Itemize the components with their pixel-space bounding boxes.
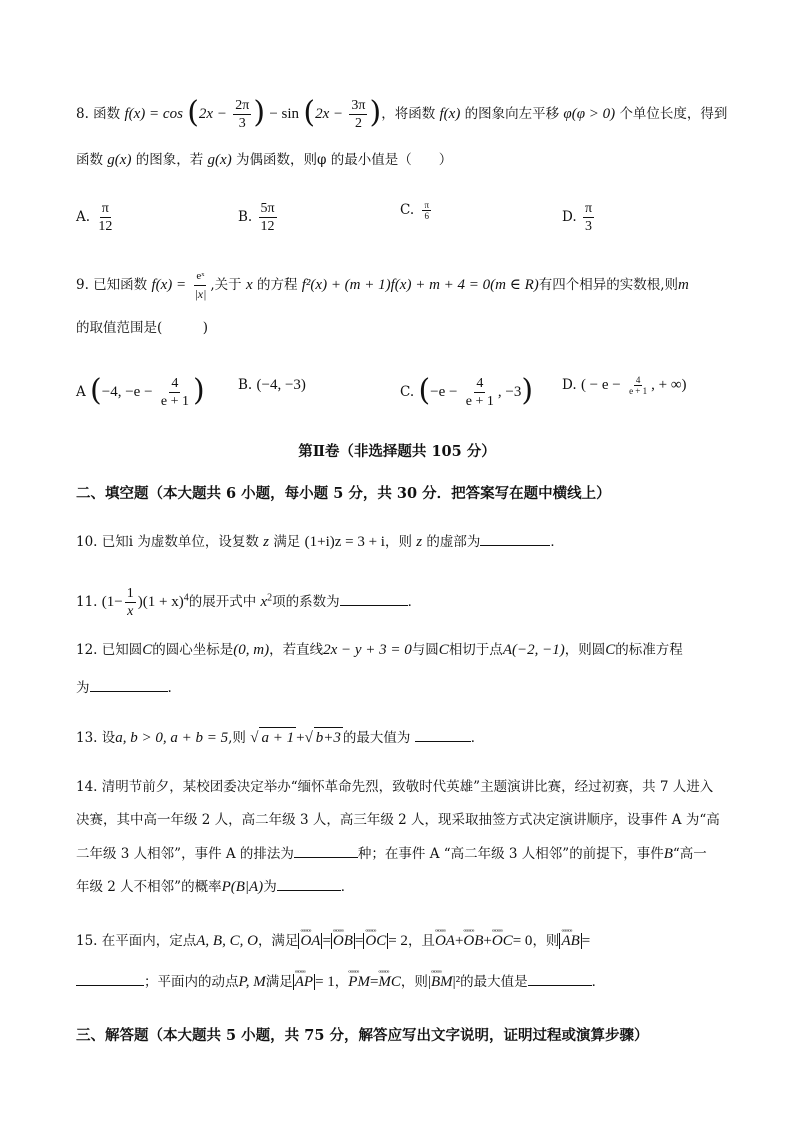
q11-number: 11. [76,594,98,610]
q14-line1: 14. 清明节前夕，某校团委决定举办“缅怀革命先烈，致敬时代英雄”主题演讲比赛，经过初赛，共 7 人进入 [76,779,714,795]
option-frac [464,375,496,410]
q13-answer-blank[interactable] [415,727,471,742]
q13-text-c: 的最大值为 [342,730,411,746]
vector-OA: ꟹꟹꟹ OA [300,931,320,951]
q14-end: ． [340,879,355,895]
q12-text-e: 相切于点 [448,642,503,658]
frac-den: 12 [98,219,113,234]
frac-den: 3 [584,219,592,234]
q8-line2 [76,150,734,170]
frac-num: 5π [260,201,275,216]
q11-expr-pre: (1− [101,594,123,610]
paren-open: ( [303,94,316,130]
equals: = [581,933,591,949]
q12-text-a: 12. 已知圆 [76,642,143,658]
q8-line2-a: 函数 [76,152,103,168]
q14-text-d: 年级 2 人不相邻”的概率 [76,879,222,895]
vector-OA: ꟹꟹꟹ OA [435,931,455,951]
option-frac [96,200,114,235]
equals-zero: = 0 [512,933,533,949]
q8-fx: f(x) [439,106,461,122]
q8-option-a[interactable] [76,200,116,235]
q10-z: z [263,534,270,550]
paren-close: ) [253,94,266,130]
frac-den: e + 1 [465,394,494,409]
q15-points: A, B, C, O [196,933,258,949]
frac-den: 12 [260,219,275,234]
q10-text-a: 10. 已知i 为虚数单位，设复数 [76,534,259,550]
q15-text-a: 15. 在平面内，定点 [76,933,197,949]
q13-end: ． [470,730,485,746]
equals: = [322,933,331,949]
vector-MC: ꟹꟹꟹ MC [378,972,401,992]
plus: + [454,933,464,949]
frac-num: 2π [235,98,250,113]
q12-C3: C [605,642,616,658]
q8-text1: ，将函数 [381,106,436,122]
paren-open: ( [187,94,199,130]
q9-line2 [76,318,734,338]
option-text: , + ∞) [651,377,687,393]
frac-num: 4 [635,375,641,385]
q13-sqrt2: b+3 [314,727,343,748]
option-frac [422,200,431,221]
option-label: A. [76,209,91,225]
frac-num: π [101,201,109,216]
q13-sqrt1: a + 1 [259,727,296,748]
q12-text-d: 与圆 [411,642,439,658]
q14-text-b: 种；在事件 A “高二年级 3 人相邻”的前提下，事件 [357,846,664,862]
q9-option-b[interactable] [238,375,306,395]
q11-text-c: 项的系数为 [272,594,340,610]
q12-end: . [167,680,172,696]
q15-PM: P, M [238,974,266,990]
option-label: D. [562,209,577,225]
q14-text-e: 为 [263,879,277,895]
paren-close: ) [521,372,534,408]
q12-line1 [76,640,734,660]
q14-line2: 决赛，其中高一年级 2 人，高二年级 3 人，高三年级 2 人，现采取抽签方式决定演讲顺序，设事件 A 为“高 [76,812,720,828]
frac-den: 6 [424,211,429,221]
q15-text-d: ，则 [532,933,560,949]
q8-option-d[interactable] [562,200,596,235]
q9-line1 [76,268,734,303]
q12-text-b: 的圆心坐标是 [152,642,234,658]
q8-line2-b: 的图象，若 [135,152,204,168]
q12-text-c: ，若直线 [269,642,324,658]
sqrt-sign: √ [250,730,259,746]
q14-probability: P(B|A) [221,879,264,895]
q12-text-f: ，则圆 [564,642,606,658]
q12-C2: C [438,642,449,658]
q10-text-d: 的虚部为 [426,534,481,550]
vector-PM: ꟹꟹꟹ PM [348,972,370,992]
q11-x-exp: 2 [267,592,273,604]
q9-x: x [245,277,253,293]
q15-text-e: ；平面内的动点 [144,974,239,990]
frac-den: 2 [354,116,362,131]
q14-line4 [76,876,734,897]
q10-line [76,531,734,552]
q8-text2: 的图象向左平移 [464,106,560,122]
q10-equation: (1+i)z = 3 + i [304,534,385,550]
q11-expr-post: )(1 + x) [137,594,184,610]
q8-phi: φ(φ > 0) [563,106,616,122]
option-frac [159,375,191,410]
q15-line1 [76,931,734,951]
option-label: B. [238,209,253,225]
q8-minus-sin: − sin [269,106,300,122]
q9-text1: ,关于 [210,277,242,293]
q11-line [76,585,734,620]
q9-option-c[interactable] [400,372,534,410]
q8-number: 8. 函数 [76,106,121,122]
frac-num: 4 [476,376,484,391]
vector-OB: ꟹꟹꟹ OB [333,931,353,951]
q10-z2: z [416,534,423,550]
q10-text-c: ，则 [384,534,412,550]
q15-text-g: ，则 [400,974,428,990]
q12-text-g: 的标准方程 [615,642,683,658]
q9-frac [192,268,208,303]
q15-text-f: 满足 [265,974,293,990]
q8-gx2: g(x) [207,152,232,168]
q13-text-a: 13. 设 [76,730,116,746]
q14-answer-blank-2[interactable] [277,876,341,891]
option-label: C. [400,384,415,400]
q9-line2-text: 的取值范围是( ) [76,320,209,336]
equals-two: = 2 [388,933,408,949]
q10-text-b: 满足 [273,534,301,550]
q8-text3: 个单位长度，得到 [619,106,728,122]
part2-heading: 二、填空题（本大题共 6 小题，每小题 5 分，共 30 分．把答案写在题中横线上） [76,485,611,502]
q9-equation: f²(x) + (m + 1)f(x) + m + 4 = 0(m ∈ R) [301,277,539,293]
frac-num: 4 [171,376,179,391]
q9-number: 9. 已知函数 [76,277,148,293]
q12-line2-text: 为 [76,680,90,696]
q10-answer-blank[interactable] [480,531,550,546]
q8-frac2 [349,97,367,132]
option-text: −4, −e − [101,384,153,400]
q15-line2 [76,971,734,992]
vector-OC: ꟹꟹꟹ OC [365,931,386,951]
q13-text-b: ,则 [228,730,246,746]
q9-option-d[interactable] [562,375,687,396]
paren-open: ( [418,372,431,408]
q11-end: ． [407,594,422,610]
frac-den: |x| [194,287,207,301]
q15-text-c: ，且 [407,933,435,949]
q12-center: (0, m) [233,642,270,658]
q8-arg2: 2x − [315,106,344,122]
part3-heading: 三、解答题（本大题共 5 小题，共 75 分，解答应写出文字说明，证明过程或演算步骤） [76,1027,649,1044]
q14-answer-blank-1[interactable] [294,843,358,858]
q11-exponent: 4 [183,592,189,604]
q8-line2-c: 为偶函数，则φ 的最小值是（ ） [236,152,453,168]
q8-line1 [76,94,734,132]
abs-bar: | [427,974,431,990]
q12-answer-blank[interactable] [90,677,168,692]
sqrt-sign: √ [304,730,313,746]
q11-answer-blank[interactable] [340,591,408,606]
frac-den: e + 1 [629,386,648,396]
equals-one: = 1 [315,974,335,990]
option-label: B. [238,377,253,393]
q14-text-a: 二年级 3 人相邻”，事件 A 的排法为 [76,846,294,862]
q13-line [76,727,734,748]
q15-answer-blank-2[interactable] [528,971,592,986]
option-text: (−4, −3) [256,377,306,393]
q15-answer-blank-1[interactable] [76,971,144,986]
comma: ， [334,974,349,990]
frac-den: x [127,604,134,619]
vector-AB: ꟹꟹꟹ AB [561,931,579,951]
q9-option-a[interactable] [76,372,205,410]
q12-line2 [76,677,734,698]
paren-open: ( [90,372,102,408]
q11-frac [125,585,136,620]
option-text: −e − [430,384,458,400]
option-label: A [76,384,86,400]
equals: = [369,974,379,990]
section-title: 第Ⅱ卷（非选择题共 105 分） [298,443,496,460]
q12-line-eq: 2x − y + 3 = 0 [323,642,412,658]
vector-BM: ꟹꟹꟹ BM [431,972,453,992]
frac-den: e + 1 [160,394,189,409]
option-frac [259,200,277,235]
q15-text-h: 的最大值是 [460,974,528,990]
equals: = [354,933,364,949]
q9-fx: f(x) = [151,277,187,293]
q10-end: ． [550,534,564,550]
paren-close: ) [192,372,205,408]
frac-num: 1 [126,586,134,601]
q13-plus: + [296,730,305,746]
option-label: C. [400,202,415,218]
frac-den: 3 [238,116,246,131]
option-text: ( − e − [580,377,621,393]
q12-point: A(−2, −1) [502,642,565,658]
q8-arg1: 2x − [198,106,227,122]
option-label: D. [562,377,577,393]
q14-B: B [663,846,673,862]
vector-OB: ꟹꟹꟹ OB [463,931,483,951]
q14-text-c: “高一 [672,846,707,862]
q14-line3 [76,843,734,864]
option-frac [627,375,649,396]
plus: + [483,933,492,949]
frac-num: eˣ [194,268,206,286]
q9-text2: 的方程 [256,277,298,293]
q9-m: m [678,277,689,293]
q15-end: ． [591,974,606,990]
q8-option-c[interactable] [400,200,433,221]
q13-condition: a, b > 0, a + b = 5 [115,730,229,746]
q8-gx: g(x) [107,152,132,168]
option-frac [583,200,594,235]
q11-x: x [260,594,268,610]
vector-OC: ꟹꟹꟹ OC [492,931,513,951]
q11-text-b: 的展开式中 [188,594,257,610]
q8-option-b[interactable] [238,200,279,235]
q12-C: C [142,642,153,658]
frac-num: π [584,201,593,216]
abs-squared: |² [452,974,461,990]
q8-frac1 [233,97,251,132]
paren-close: ) [369,94,382,130]
vector-AP: ꟹꟹꟹ AP [295,972,313,992]
option-text: , −3 [497,384,522,400]
frac-num: 3π [351,98,366,113]
q8-func: f(x) = cos [124,106,183,122]
q15-text-b: ，满足 [257,933,299,949]
frac-num: π [424,200,429,210]
q9-text3: 有四个相异的实数根,则 [538,277,679,293]
